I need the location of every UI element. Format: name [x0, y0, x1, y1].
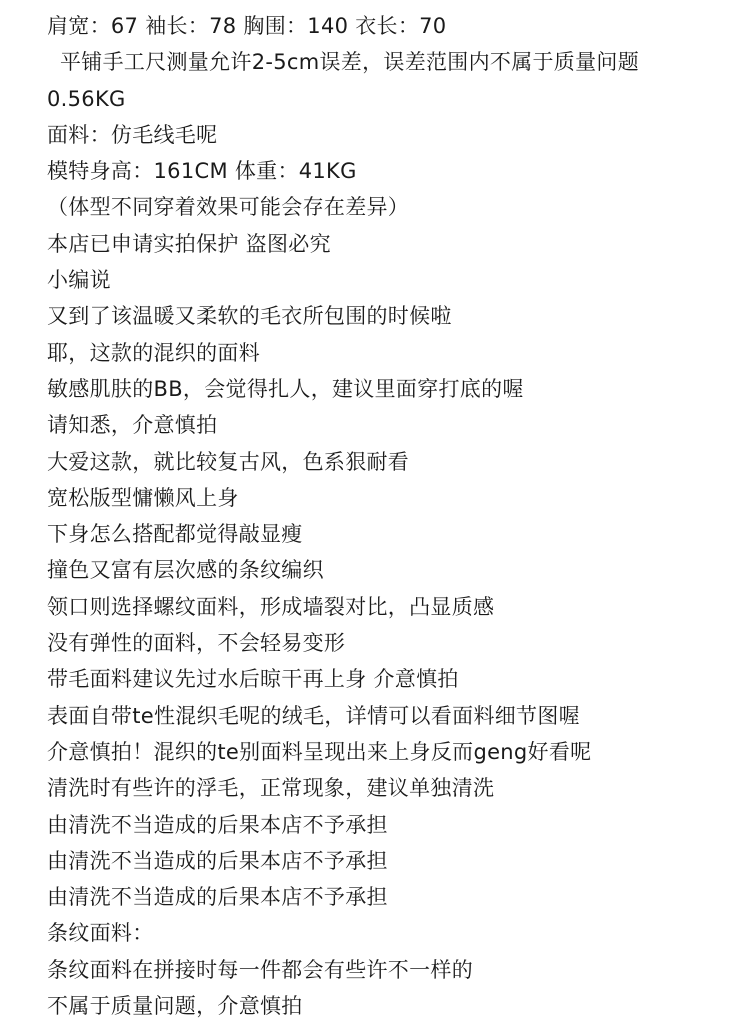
liability-note-line: 由清洗不当造成的后果本店不予承担	[47, 812, 388, 837]
size-measurements-line: 肩宽：67 袖长：78 胸围：140 衣长：70	[47, 14, 447, 38]
description-line: 敏感肌肤的BB，会觉得扎人，建议里面穿打底的喔	[47, 376, 524, 401]
liability-note-line: 由清洗不当造成的后果本店不予承担	[47, 885, 388, 910]
stripe-fabric-heading: 条纹面料：	[47, 921, 154, 946]
copyright-notice-line: 本店已申请实拍保护 盗图必究	[47, 231, 331, 256]
measurement-tolerance-line: 平铺手工尺测量允许2-5cm误差，误差范围内不属于质量问题	[60, 50, 639, 75]
fabric-line: 面料：仿毛线毛呢	[47, 122, 218, 147]
description-line: 领口则选择螺纹面料，形成墙裂对比，凸显质感	[47, 594, 495, 619]
description-line: 撞色又富有层次感的条纹编织	[47, 558, 324, 583]
description-line: 下身怎么搭配都觉得敲显瘦	[47, 522, 303, 547]
description-line: 请知悉，介意慎拍	[47, 413, 218, 438]
description-line: 表面自带te性混织毛呢的绒毛，详情可以看面料细节图喔	[47, 703, 580, 728]
washing-note-line: 清洗时有些许的浮毛，正常现象，建议单独清洗	[47, 776, 495, 801]
description-line: 介意慎拍！混织的te别面料呈现出来上身反而geng好看呢	[47, 739, 592, 764]
description-line: 带毛面料建议先过水后晾干再上身 介意慎拍	[47, 667, 459, 692]
body-type-note-line: （体型不同穿着效果可能会存在差异）	[47, 195, 410, 220]
description-line: 没有弹性的面料，不会轻易变形	[47, 631, 346, 656]
weight-line: 0.56KG	[47, 86, 126, 111]
description-line: 又到了该温暖又柔软的毛衣所包围的时候啦	[47, 304, 452, 329]
description-line: 宽松版型慵懒风上身	[47, 485, 239, 510]
editor-says-heading: 小编说	[47, 268, 111, 293]
stripe-fabric-note-line: 条纹面料在拼接时每一件都会有些许不一样的	[47, 957, 473, 982]
liability-note-line: 由清洗不当造成的后果本店不予承担	[47, 848, 388, 873]
stripe-fabric-note-line: 不属于质量问题，介意慎拍	[47, 994, 303, 1019]
product-description	[0, 8, 750, 1024]
description-line: 耶，这款的混织的面料	[47, 340, 260, 365]
model-info-line: 模特身高：161CM 体重：41KG	[47, 159, 357, 184]
description-line: 大爱这款，就比较复古风，色系狠耐看	[47, 449, 410, 474]
